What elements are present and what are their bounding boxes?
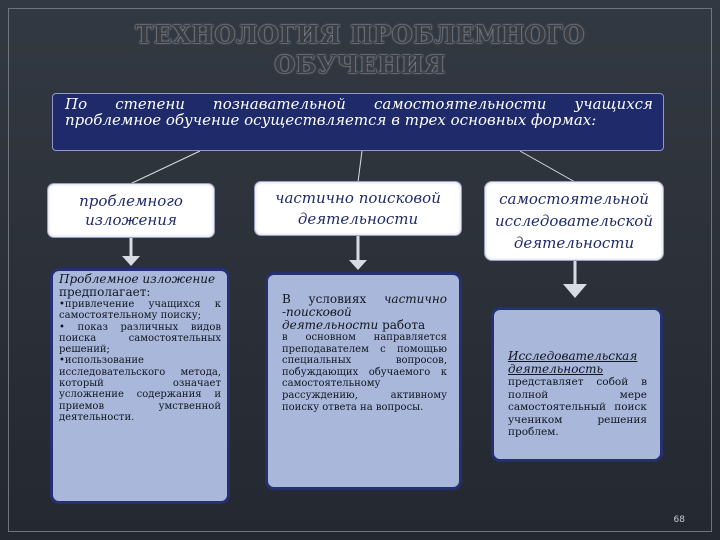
description-lead [282,293,447,332]
arrow-head-right [563,284,587,298]
form-heading-problem-presentation [48,184,214,237]
description-body: представляет собой в полной мере самостоятельный поиск учеником решения проблем. [508,376,647,438]
description-intro-suffix: работа [382,318,426,332]
description-intro-italic: частично -поисковой деятельности [282,292,447,332]
form-heading-text: самостоятельной исследовательской деятельности [495,190,653,252]
description-item: • показ различных видов поиска самостоятельных решений; [59,321,221,356]
form-heading-text: частично поисковой деятельности [275,188,441,228]
description-item: •привлечение учащихся к самостоятельному поиску; [59,299,221,322]
description-lead: Проблемное изложение [59,272,216,286]
description-box-partial-search [265,272,462,490]
arrow-head-left [122,256,140,266]
intro-statement-text: По степени познавательной самостоятельности учащихся проблемное обучение осуществляется в трех основных формах: [65,95,653,129]
form-heading-partial-search [255,182,461,235]
description-lead-tail: предполагает: [59,285,151,299]
description-box-independent-research [491,307,663,462]
arrow-head-center [349,260,367,270]
description-body: в основном направляется преподавателем с помощью специальных вопросов, побуждающих обучаемого к самостоятельному рассуждению, активному поиску ответа на вопросы. [282,332,447,413]
form-heading-text: проблемного изложения [79,191,183,229]
description-box-problem-presentation [50,268,230,504]
connector-center [358,151,362,182]
connector-right [520,151,575,182]
slide-title-line-2: ОБУЧЕНИЯ [274,50,446,79]
description-item: •использование исследовательского метода, который означает усложнение содержания и приемов умственной деятельности. [59,355,221,423]
form-heading-independent-research [485,182,663,260]
slide-title-line-1: ТЕХНОЛОГИЯ ПРОБЛЕМНОГО [135,20,585,49]
page-number: 68 [673,515,685,525]
description-intro-prefix: В условиях [282,292,367,306]
connector-left [130,151,200,184]
intro-statement-box [52,93,664,151]
description-lead: Исследовательская деятельность [508,349,638,376]
